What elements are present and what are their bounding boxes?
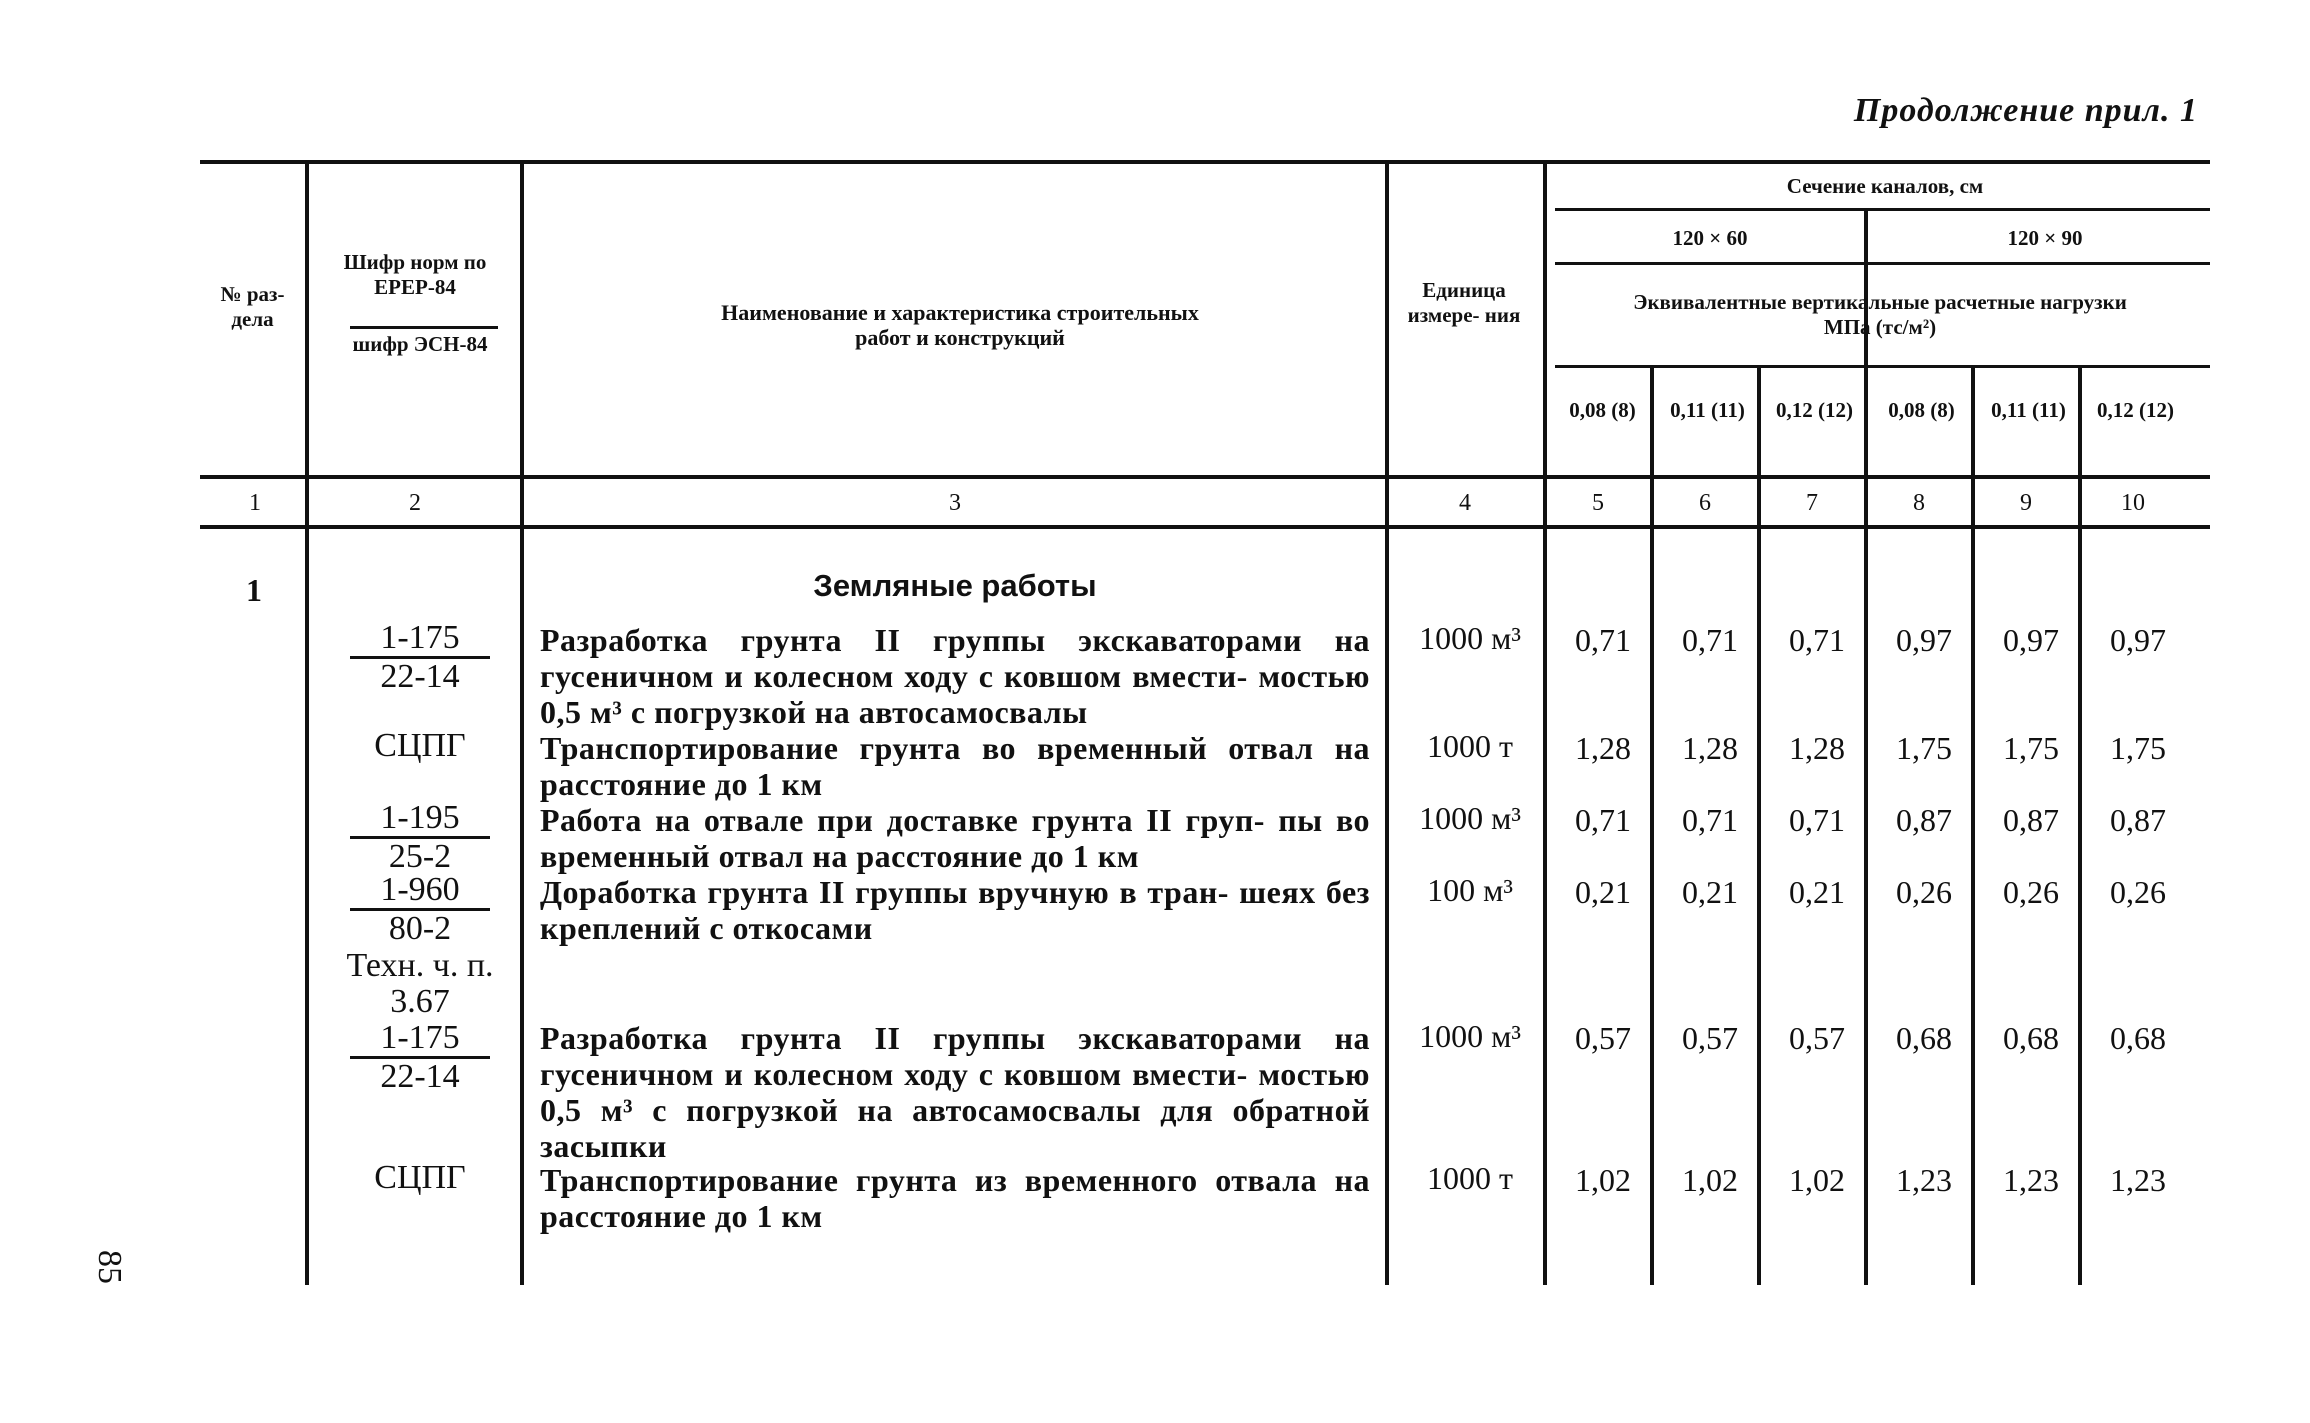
- load-value: 1,75: [2110, 730, 2166, 766]
- load-value: 1,75: [2003, 730, 2059, 766]
- load-value: 0,71: [1789, 802, 1845, 838]
- col-divider-2: [520, 160, 524, 1285]
- header-bottom-rule: [200, 475, 2210, 479]
- column-number: 3: [949, 490, 961, 516]
- column-number: 1: [249, 490, 261, 516]
- column-number: 6: [1699, 490, 1711, 516]
- header-load-value: 0,12 (12): [2097, 398, 2174, 422]
- section-title: Земляные работы: [813, 568, 1097, 603]
- load-value: 1,02: [1789, 1162, 1845, 1198]
- header-section-group: Сечение каналов, см: [1786, 174, 1984, 198]
- header-description: Наименование и характеристика строительных работ и конструкций: [721, 300, 1199, 351]
- norm-code: [320, 800, 520, 874]
- header-load-value: 0,12 (12): [1776, 398, 1853, 422]
- column-number: 4: [1459, 490, 1471, 516]
- unit-of-measure: 1000 м³: [1419, 800, 1521, 836]
- load-value: 0,97: [2003, 622, 2059, 658]
- work-description: Доработка грунта II группы вручную в тран- шеях без креплений с откосами: [540, 874, 1370, 946]
- norm-code: [320, 728, 520, 764]
- work-description: Разработка грунта II группы экскаваторами на гусеничном и колесном ходу с ковшом вмести- мостью 0,5 м³ с погрузкой на автосамосвалы: [540, 622, 1370, 730]
- column-number: 2: [409, 490, 421, 516]
- load-value: 0,71: [1682, 622, 1738, 658]
- norm-code-numerator: 1-175: [380, 1019, 460, 1056]
- load-value: 1,28: [1789, 730, 1845, 766]
- load-value: 0,97: [2110, 622, 2166, 658]
- norm-code-denominator: 22-14: [350, 656, 490, 695]
- load-value: 0,26: [2110, 874, 2166, 910]
- load-value: 0,26: [2003, 874, 2059, 910]
- norm-code: [320, 1020, 520, 1094]
- load-value: 0,71: [1789, 622, 1845, 658]
- norm-code-denominator: 25-2: [350, 836, 490, 875]
- header-subgroup-2: 120 × 90: [2007, 226, 2083, 250]
- header-code-divider: [350, 326, 498, 329]
- load-value: 1,02: [1682, 1162, 1738, 1198]
- load-value: 0,57: [1682, 1020, 1738, 1056]
- col-divider-4: [1543, 160, 1547, 1285]
- column-number: 7: [1806, 490, 1818, 516]
- load-value: 0,97: [1896, 622, 1952, 658]
- load-value: 0,26: [1896, 874, 1952, 910]
- column-number: 5: [1592, 490, 1604, 516]
- header-section-number: № раз- дела: [220, 282, 285, 332]
- norm-code-numerator: СЦПГ: [374, 727, 466, 764]
- norm-code-denominator: 22-14: [350, 1056, 490, 1095]
- header-subgroup-1: 120 × 60: [1672, 226, 1748, 250]
- unit-of-measure: 100 м³: [1427, 872, 1513, 908]
- col-divider-3: [1385, 160, 1389, 1285]
- norm-code-numerator: 1-175: [380, 619, 460, 656]
- load-value: 1,75: [1896, 730, 1952, 766]
- column-number: 9: [2020, 490, 2032, 516]
- column-number: 8: [1913, 490, 1925, 516]
- load-value: 1,23: [2110, 1162, 2166, 1198]
- load-value: 1,02: [1575, 1162, 1631, 1198]
- group-rule-2: [1555, 262, 2210, 265]
- table-top-rule: [200, 160, 2210, 164]
- load-value: 0,71: [1575, 622, 1631, 658]
- column-number: 10: [2121, 490, 2145, 516]
- col-divider-1: [305, 160, 309, 1285]
- technical-note: Техн. ч. п. 3.67: [346, 947, 494, 1020]
- load-value: 1,23: [2003, 1162, 2059, 1198]
- norm-code-numerator: 1-195: [380, 799, 460, 836]
- unit-of-measure: 1000 т: [1427, 1160, 1513, 1196]
- work-description: Транспортирование грунта во временный отвал на расстояние до 1 км: [540, 730, 1370, 802]
- header-load-value: 0,08 (8): [1569, 398, 1636, 422]
- load-value: 1,28: [1682, 730, 1738, 766]
- page-number: 85: [91, 1250, 128, 1284]
- header-code-bottom: шифр ЭСН-84: [352, 332, 488, 356]
- load-value: 0,87: [1896, 802, 1952, 838]
- unit-of-measure: 1000 м³: [1419, 620, 1521, 656]
- colnum-bottom-rule: [200, 525, 2210, 529]
- load-value: 0,21: [1789, 874, 1845, 910]
- load-value: 1,28: [1575, 730, 1631, 766]
- work-description: Транспортирование грунта из временного отвала на расстояние до 1 км: [540, 1162, 1370, 1234]
- header-code-top: Шифр норм по ЕРЕР-84: [343, 250, 487, 300]
- group-rule-1: [1555, 208, 2210, 211]
- load-value: 0,57: [1575, 1020, 1631, 1056]
- work-description: Работа на отвале при доставке грунта II груп- пы во временный отвал на расстояние до 1 км: [540, 802, 1370, 874]
- norm-code-numerator: 1-960: [380, 871, 460, 908]
- norm-code-numerator: СЦПГ: [374, 1159, 466, 1196]
- continuation-label: Продолжение прил. 1: [1853, 92, 2198, 129]
- load-value: 0,68: [1896, 1020, 1952, 1056]
- load-value: 0,71: [1682, 802, 1738, 838]
- load-value: 0,71: [1575, 802, 1631, 838]
- header-loads: Эквивалентные вертикальные расчетные нагрузки МПа (тс/м²): [1633, 290, 2127, 340]
- load-value: 1,23: [1896, 1162, 1952, 1198]
- header-load-value: 0,11 (11): [1670, 398, 1745, 422]
- header-load-value: 0,11 (11): [1991, 398, 2066, 422]
- norm-code: [320, 872, 520, 946]
- unit-of-measure: 1000 т: [1427, 728, 1513, 764]
- work-description: Разработка грунта II группы экскаваторами на гусеничном и колесном ходу с ковшом вмести- мостью 0,5 м³ с погрузкой на автосамосвалы для обратной засыпки: [540, 1020, 1370, 1164]
- load-value: 0,87: [2110, 802, 2166, 838]
- unit-of-measure: 1000 м³: [1419, 1018, 1521, 1054]
- load-value: 0,68: [2110, 1020, 2166, 1056]
- norm-code: [320, 1160, 520, 1196]
- norm-code: [320, 620, 520, 694]
- load-value: 0,57: [1789, 1020, 1845, 1056]
- header-load-value: 0,08 (8): [1888, 398, 1955, 422]
- load-value: 0,87: [2003, 802, 2059, 838]
- load-value: 0,68: [2003, 1020, 2059, 1056]
- header-unit: Единица измере- ния: [1407, 278, 1521, 328]
- section-number: 1: [246, 572, 262, 608]
- norm-code-denominator: 80-2: [350, 908, 490, 947]
- load-value: 0,21: [1682, 874, 1738, 910]
- load-value: 0,21: [1575, 874, 1631, 910]
